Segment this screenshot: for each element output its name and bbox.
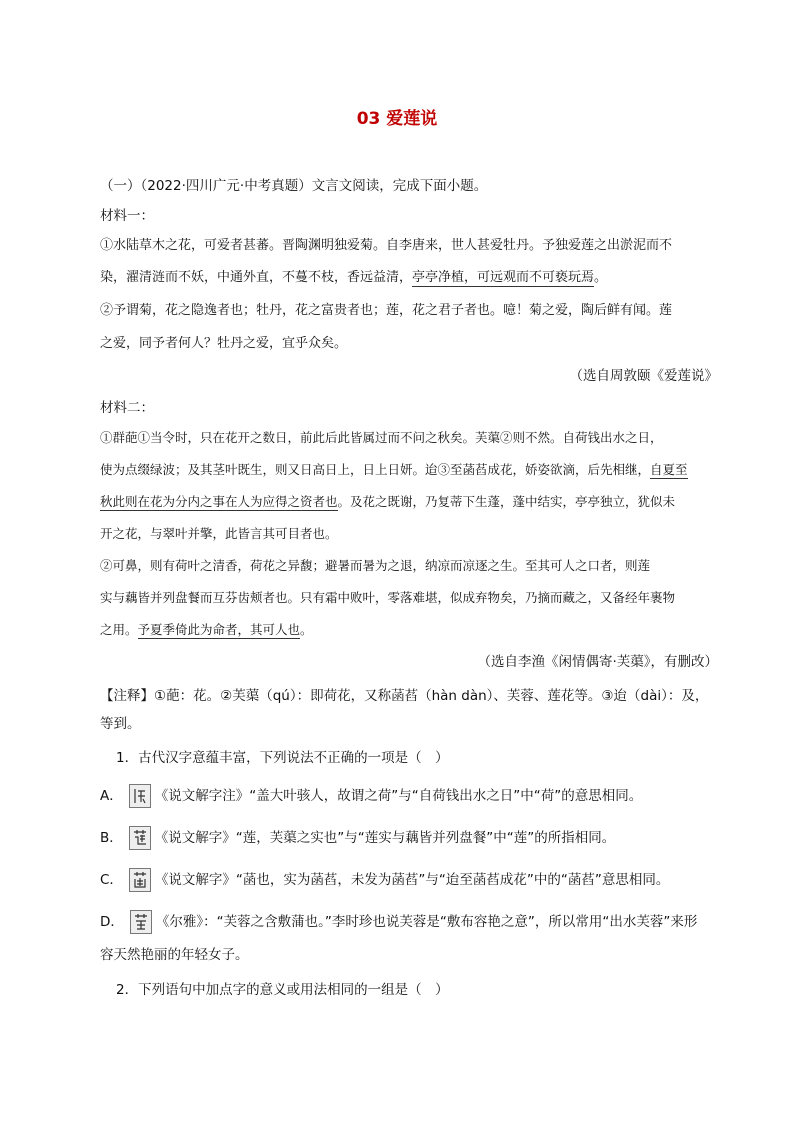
material1-para2-line2: 之爱，同予者何人？牡丹之爱，宜乎众矣。 [100,336,348,351]
question1-option-d[interactable] [100,910,730,934]
seal-character-image [129,784,151,808]
underlined-sentence: 亭亭净植，可远观而不可亵玩焉 [412,270,595,285]
material2-para1-line2 [100,460,718,480]
material2-para1-line4: 开之花，与翠叶并擎，此皆言其可目者也。 [100,526,338,541]
seal-character-image [129,826,151,850]
question2-stem: 2．下列语句中加点字的意义或用法相同的一组是（ ） [116,982,449,998]
question1-option-c[interactable] [100,868,730,892]
material2-para1-line1: ①群葩①当令时，只在花开之数日，前此后此皆属过而不问之秋矣。芙蕖②则不然。自荷钱出水之日， [100,430,663,445]
material2-source: （选自李渔《闲情偶寄·芙蕖》，有删改） [477,654,718,670]
notes-line2: 等到。 [100,716,141,732]
option-text: 《说文解字注》“盖大叶骇人，故谓之荷”与“自荷钱出水之日”中“荷”的意思相同。 [154,788,643,804]
seal-character-image [130,910,152,934]
option-text: 《说文解字》“莲，芙蕖之实也”与“莲实与藕皆并列盘餐”中“莲”的所指相同。 [154,830,616,846]
seal-character-image [129,868,151,892]
question1-stem: 1．古代汉字意蕴丰富，下列说法不正确的一项是（ ） [116,750,449,766]
question1-option-b[interactable] [100,826,730,850]
text-segment: 。及花之既谢，乃复蒂下生蓬，蓬中结实，亭亭独立，犹似未 [337,494,676,509]
material1-para1-line2 [100,268,718,288]
option-text: 《尔雅》：“芙蓉之含敷蒲也。”李时珍也说芙蓉是“敷布容艳之意”，所以常用“出水芙蓉”来形 [155,914,698,930]
material1-source: （选自周敦颐《爱莲说》 [569,368,718,384]
text-segment: 。 [300,622,313,637]
page-title: 03 爱莲说 [356,109,438,129]
material1-label: 材料一： [100,208,154,224]
option-letter: C． [100,872,123,888]
material1-para1-line1: ①水陆草木之花，可爱者甚蕃。晋陶渊明独爱菊。自李唐来，世人甚爱牡丹。予独爱莲之出淤泥而不 [100,238,673,253]
question1-option-d-continued: 容天然艳丽的年轻女子。 [100,947,249,963]
material2-label: 材料二： [100,400,154,416]
material2-para2-line3 [100,620,718,640]
material2-para1-line3 [100,492,718,512]
question1-option-a[interactable] [100,784,730,808]
underlined-sentence: 自夏至 [650,462,688,477]
option-letter: B． [100,830,123,846]
material2-para2-line1: ②可鼻，则有荷叶之清香，荷花之异馥；避暑而暑为之退，纳凉而凉逐之生。至其可人之口者，则莲 [100,558,651,573]
material2-para2-line2: 实与藕皆并列盘餐而互芬齿颊者也。只有霜中败叶，零落难堪，似成弃物矣，乃摘而藏之，又备经年裹物 [100,590,676,605]
notes-line1: 【注释】①葩：花。②芙蕖（qú）：即荷花，又称菡萏（hàn dàn）、芙蓉、莲花等。③迨（dài）：及， [100,688,709,704]
text-segment: 之用。 [100,622,138,637]
underlined-sentence: 秋此则在花为分内之事在人为应得之资者也 [100,494,338,509]
text-segment: 使为点缀绿波；及其茎叶既生，则又日高日上，日上日妍。迨③至菡萏成花，娇姿欲滴，后先相继， [100,462,651,477]
option-letter: A． [100,788,123,804]
underlined-sentence: 予夏季倚此为命者，其可人也 [137,622,301,637]
text-segment: 染，濯清涟而不妖，中通外直，不蔓不枝，香远益清， [100,270,413,285]
material1-para2-line1: ②予谓菊，花之隐逸者也；牡丹，花之富贵者也；莲，花之君子者也。噫！菊之爱，陶后鲜有闻。莲 [100,303,673,318]
option-letter: D． [100,914,124,930]
option-text: 《说文解字》“菡也，实为菡萏，未发为菡萏”与“迨至菡萏成花”中的“菡萏”意思相同。 [154,872,670,888]
text-segment: 。 [594,270,608,285]
intro-line: （一）（2022·四川广元·中考真题）文言文阅读，完成下面小题。 [100,178,488,194]
